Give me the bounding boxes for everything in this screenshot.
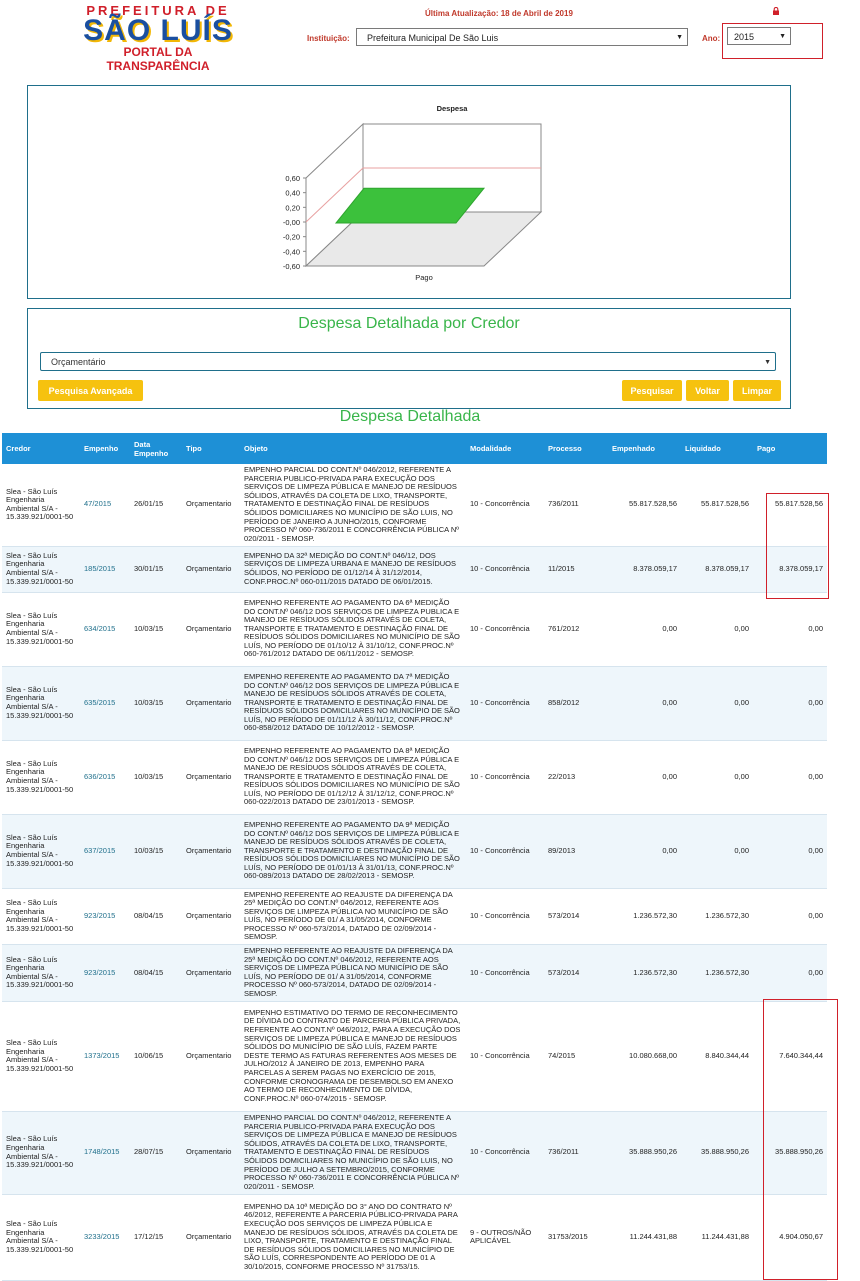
objeto-cell: EMPENHO ESTIMATIVO DO TERMO DE RECONHECIMENTO DE DÍVIDA DO CONTRATO DE PARCERIA PÚBLICA PRIVADA, REFERENTE AO CONT.Nº 046/2012, PARA A EXECUÇÃO DOS SERVIÇOS DE LIMPEZA PÚBLICA E MANEJO DE RESÍDUOS SÓLIDOS DO MUNICÍPIO DE SÃO LUÍS, FAZEM PARTE DESTE TERMO AS FATURAS REFERENTES AOS MESES DE JULHO/2012 À JANEIRO DE 2013, EMPENHO PARA PARCELAS A SEREM PAGAS NO EXERCÍCIO DE 2015, CONFORME CRONOGRAMA DE DESEMBOLSO EM ANEXO AO TERMO DE RECONHECIMENTO DE DÍVIDA, CONF.PROC.Nº 060-074/2015 - SEMOSP. [240, 1001, 466, 1111]
chevron-down-icon: ▼ [764, 359, 771, 366]
empenhado-cell: 8.378.059,17 [608, 546, 681, 592]
instituicao-label: Instituição: [307, 34, 350, 43]
col-header-objeto[interactable]: Objeto [240, 433, 466, 464]
pago-cell: 55.817.528,56 [753, 464, 827, 546]
credor-cell: Slea - São Luís Engenharia Ambiental S/A - 15.339.921/0001-50 [2, 546, 80, 592]
table-row [2, 888, 827, 945]
table-row [2, 464, 827, 546]
empenho-link[interactable]: 635/2015 [80, 666, 130, 740]
liquidado-cell: 55.817.528,56 [681, 464, 753, 546]
credor-cell: Slea - São Luís Engenharia Ambiental S/A - 15.339.921/0001-50 [2, 740, 80, 814]
pago-cell: 0,00 [753, 666, 827, 740]
table-row [2, 1194, 827, 1280]
chevron-down-icon: ▼ [779, 33, 786, 40]
objeto-cell: EMPENHO REFERENTE AO PAGAMENTO DA 9ª MEDIÇÃO DO CONT.Nº 046/12 DOS SERVIÇOS DE LIMPEZA PÚBLICA E MANEJO DE RESÍDUOS SÓLIDOS ATRAVÉS DE COLETA, TRANSPORTE E TRATAMENTO E DESTINAÇÃO FINAL DE RESÍDUOS SÓLIDOS DOMICILIARES NO MUNICÍPIO DE SÃO LUÍS, NO PERÍODO DE 01/01/13 À 31/01/13, CONF.PROC.Nº 060-089/2013 DATADO DE 28/02/2013 - SEMOSP. [240, 814, 466, 888]
col-header-credor[interactable]: Credor [2, 433, 80, 464]
data-cell: 30/01/15 [130, 546, 182, 592]
empenhado-cell: 35.888.950,26 [608, 1111, 681, 1194]
credor-cell: Slea - São Luís Engenharia Ambiental S/A - 15.339.921/0001-50 [2, 1111, 80, 1194]
modalidade-cell: 10 - Concorrência [466, 1111, 544, 1194]
credor-cell: Slea - São Luís Engenharia Ambiental S/A - 15.339.921/0001-50 [2, 888, 80, 945]
tipo-cell: Orçamentario [182, 1111, 240, 1194]
despesa-table [2, 433, 827, 1281]
y-tick-label: -0,20 [282, 232, 300, 242]
tipo-despesa-select[interactable] [40, 352, 776, 371]
y-tick-label: -0,60 [282, 262, 300, 271]
data-cell: 10/03/15 [130, 814, 182, 888]
tipo-cell: Orçamentario [182, 945, 240, 1002]
empenho-link[interactable]: 923/2015 [80, 888, 130, 945]
pago-cell: 0,00 [753, 814, 827, 888]
empenho-link[interactable]: 634/2015 [80, 592, 130, 666]
processo-cell: 573/2014 [544, 945, 608, 1002]
liquidado-cell: 0,00 [681, 740, 753, 814]
data-cell: 08/04/15 [130, 945, 182, 1002]
chart-panel [27, 85, 791, 299]
data-cell: 17/12/15 [130, 1194, 182, 1280]
filter-panel [27, 308, 791, 409]
credor-cell: Slea - São Luís Engenharia Ambiental S/A - 15.339.921/0001-50 [2, 464, 80, 546]
credor-cell: Slea - São Luís Engenharia Ambiental S/A - 15.339.921/0001-50 [2, 1001, 80, 1111]
data-cell: 26/01/15 [130, 464, 182, 546]
processo-cell: 736/2011 [544, 1111, 608, 1194]
back-button[interactable]: Voltar [686, 380, 729, 401]
tipo-cell: Orçamentario [182, 546, 240, 592]
processo-cell: 736/2011 [544, 464, 608, 546]
modalidade-cell: 10 - Concorrência [466, 1001, 544, 1111]
empenhado-cell: 0,00 [608, 740, 681, 814]
data-cell: 28/07/15 [130, 1111, 182, 1194]
table-row [2, 814, 827, 888]
tipo-cell: Orçamentario [182, 666, 240, 740]
objeto-cell: EMPENHO DA 32ª MEDIÇÃO DO CONT.Nº 046/12, DOS SERVIÇOS DE LIMPEZA URBANA E MANEJO DE RESÍDUOS SÓLIDOS, NO PERÍODO DE 01/12/14 À 31/12/2014, CONF.PROC.Nº 060-011/2015 DATADO DE 06/01/2015. [240, 546, 466, 592]
instituicao-value: Prefeitura Municipal De São Luis [367, 33, 499, 43]
modalidade-cell: 10 - Concorrência [466, 666, 544, 740]
pago-cell: 0,00 [753, 592, 827, 666]
empenho-link[interactable]: 636/2015 [80, 740, 130, 814]
liquidado-cell: 1.236.572,30 [681, 945, 753, 1002]
processo-cell: 89/2013 [544, 814, 608, 888]
pago-cell: 8.378.059,17 [753, 546, 827, 592]
table-row [2, 1111, 827, 1194]
modalidade-cell: 9 - OUTROS/NÃO APLICÁVEL [466, 1194, 544, 1280]
modalidade-cell: 10 - Concorrência [466, 592, 544, 666]
y-tick-label: 0,60 [285, 174, 300, 183]
liquidado-cell: 8.378.059,17 [681, 546, 753, 592]
empenho-link[interactable]: 1373/2015 [80, 1001, 130, 1111]
processo-cell: 31753/2015 [544, 1194, 608, 1280]
empenhado-cell: 1.236.572,30 [608, 888, 681, 945]
modalidade-cell: 10 - Concorrência [466, 464, 544, 546]
pago-cell: 0,00 [753, 740, 827, 814]
empenhado-cell: 0,00 [608, 814, 681, 888]
modalidade-cell: 10 - Concorrência [466, 814, 544, 888]
processo-cell: 761/2012 [544, 592, 608, 666]
col-header-empenhado[interactable]: Empenhado [608, 433, 681, 464]
tipo-despesa-value: Orçamentário [51, 357, 106, 367]
table-row [2, 945, 827, 1002]
empenho-link[interactable]: 3233/2015 [80, 1194, 130, 1280]
liquidado-cell: 8.840.344,44 [681, 1001, 753, 1111]
data-cell: 08/04/15 [130, 888, 182, 945]
tipo-cell: Orçamentario [182, 888, 240, 945]
data-cell: 10/06/15 [130, 1001, 182, 1111]
empenho-link[interactable]: 637/2015 [80, 814, 130, 888]
y-tick-label: -0,00 [282, 218, 300, 227]
processo-cell: 573/2014 [544, 888, 608, 945]
col-header-processo[interactable]: Processo [544, 433, 608, 464]
y-tick-label: 0,20 [285, 203, 300, 213]
instituicao-select[interactable] [356, 28, 688, 46]
clear-button[interactable]: Limpar [733, 380, 781, 401]
table-row [2, 1001, 827, 1111]
objeto-cell: EMPENHO REFERENTE AO PAGAMENTO DA 8ª MEDIÇÃO DO CONT.Nº 046/12 DOS SERVIÇOS DE LIMPEZA PÚBLICA E MANEJO DE RESÍDUOS SÓLIDOS ATRAVÉS DE COLETA, TRANSPORTE E TRATAMENTO E DESTINAÇÃO FINAL DE RESÍDUOS SÓLIDOS DOMICILIARES NO MUNICÍPIO DE SÃO LUÍS, NO PERÍODO DE 01/12/12 À 31/12/12, CONF.PROC.Nº 060-022/2013 DATADO DE 23/01/2013 - SEMOSP. [240, 740, 466, 814]
credor-cell: Slea - São Luís Engenharia Ambiental S/A - 15.339.921/0001-50 [2, 592, 80, 666]
empenho-link[interactable]: 1748/2015 [80, 1111, 130, 1194]
pago-cell: 0,00 [753, 888, 827, 945]
modalidade-cell: 10 - Concorrência [466, 945, 544, 1002]
portal-logo[interactable] [78, 3, 238, 73]
credor-cell: Slea - São Luís Engenharia Ambiental S/A - 15.339.921/0001-50 [2, 814, 80, 888]
logo-line-2: SÃO LUÍS [83, 14, 233, 47]
data-cell: 10/03/15 [130, 740, 182, 814]
tipo-cell: Orçamentario [182, 1001, 240, 1111]
table-title: Despesa Detalhada [339, 408, 481, 425]
objeto-cell: EMPENHO REFERENTE AO REAJUSTE DA DIFERENÇA DA 25ª MEDIÇÃO DO CONT.Nº 046/2012, REFERENTE AOS SERVIÇOS DE LIMPEZA PÚBLICA NO MUNICÍPIO DE SÃO LUÍS, NO PERÍODO DE 01/ A 31/05/2014, CONFORME PROCESSO Nº 060-573/2014, DATADO DE 02/09/2014 - SEMOSP. [240, 945, 466, 1002]
highlight-box-pago-1 [766, 493, 829, 599]
logo-line-1: PREFEITURA DE [86, 3, 230, 18]
ano-value: 2015 [734, 32, 755, 42]
pago-cell: 4.904.050,67 [753, 1194, 827, 1280]
modalidade-cell: 10 - Concorrência [466, 888, 544, 945]
objeto-cell: EMPENHO REFERENTE AO PAGAMENTO DA 7ª MEDIÇÃO DO CONT.Nº 046/12 DOS SERVIÇOS DE LIMPEZA PÚBLICA E MANEJO DE RESÍDUOS SÓLIDOS ATRAVÉS DE COLETA, TRANSPORTE E TRATAMENTO E DESTINAÇÃO FINAL DE RESÍDUOS SÓLIDOS DOMICILIARES NO MUNICÍPIO DE SÃO LUÍS, NO PERÍODO DE 01/11/12 À 30/11/12, CONF.PROC.Nº 060-858/2012 DATADO DE 10/12/2012 - SEMOSP. [240, 666, 466, 740]
logo-line-3: PORTAL DA TRANSPARÊNCIA [106, 45, 210, 73]
table-row [2, 740, 827, 814]
credor-cell: Slea - São Luís Engenharia Ambiental S/A - 15.339.921/0001-50 [2, 1194, 80, 1280]
data-cell: 10/03/15 [130, 666, 182, 740]
objeto-cell: EMPENHO PARCIAL DO CONT.Nº 046/2012, REFERENTE A PARCERIA PUBLICO-PRIVADA PARA EXECUÇÃO DOS SERVIÇOS DE LIMPEZA PÚBLICA E MANEJO DE RESÍDUOS SÓLIDOS, ATRAVÉS DA COLETA DE LIXO, TRANSPORTE, TRATAMENTO E DESTINAÇÃO FINAL DE RESÍDUOS SÓLIDOS DOMICILIARES NO MUNICÍPIO DE SÃO LUIS, NO PERÍODO DE JULHO A SETEMBRO/2015, CONFORME PROCESSO Nº 060-736/2011 E CONCORRÊNCIA PÚBLICA Nº 020/2011 - SEMOSP. [240, 1111, 466, 1194]
despesa-chart [28, 86, 790, 298]
liquidado-cell: 1.236.572,30 [681, 888, 753, 945]
empenho-link[interactable]: 185/2015 [80, 546, 130, 592]
objeto-cell: EMPENHO DA 10ª MEDIÇÃO DO 3° ANO DO CONTRATO Nº 46/2012, REFERENTE A PARCERIA PÚBLICO-PRIVADA PARA EXECUÇÃO DOS SERVIÇOS DE LIMPEZA PÚBLICA E MANEJO DE RESÍDUOS SÓLIDOS, ATRAVÉS DA COLETA DE LIXO, TRANSPORTE, TRATAMENTO E DESTINAÇÃO FINAL DE RESÍDUOS SÓLIDOS DOMICILIARES NO MUNICÍPIO DE SÃO LUÍS, CORRESPONDENTE AO PERÍODO DE 01 A 30/10/2015, CONFORME PROCESSO Nº 31753/15. [240, 1194, 466, 1280]
modalidade-cell: 10 - Concorrência [466, 546, 544, 592]
processo-cell: 11/2015 [544, 546, 608, 592]
col-header-liquidado[interactable]: Liquidado [681, 433, 753, 464]
pago-cell: 0,00 [753, 945, 827, 1002]
objeto-cell: EMPENHO PARCIAL DO CONT.Nº 046/2012, REFERENTE A PARCERIA PUBLICO-PRIVADA PARA EXECUÇÃO DOS SERVIÇOS DE LIMPEZA PÚBLICA E MANEJO DE RESÍDUOS SÓLIDOS, ATRAVÉS DA COLETA DE LIXO, TRANSPORTE, TRATAMENTO E DESTINAÇÃO FINAL DE RESÍDUOS SÓLIDOS DOMICILIARES NO MUNICÍPIO DE SÃO LUIS, NO PERÍODO DE JANEIRO A JUNHO/2015, CONFORME PROCESSO Nº 060-736/2011 E CONCORRÊNCIA PÚBLICA Nº 020/2011 - SEMOSP. [240, 464, 466, 546]
table-header-row [2, 433, 827, 464]
credor-cell: Slea - São Luís Engenharia Ambiental S/A - 15.339.921/0001-50 [2, 945, 80, 1002]
last-update-text: Última Atualização: 18 de Abril de 2019 [425, 9, 573, 18]
empenho-link[interactable]: 47/2015 [80, 464, 130, 546]
search-button[interactable]: Pesquisar [622, 380, 682, 401]
liquidado-cell: 11.244.431,88 [681, 1194, 753, 1280]
ano-label: Ano: [702, 34, 721, 43]
empenhado-cell: 0,00 [608, 666, 681, 740]
tipo-cell: Orçamentario [182, 740, 240, 814]
empenhado-cell: 11.244.431,88 [608, 1194, 681, 1280]
data-cell: 10/03/15 [130, 592, 182, 666]
credor-cell: Slea - São Luís Engenharia Ambiental S/A - 15.339.921/0001-50 [2, 666, 80, 740]
y-tick-label: -0,40 [282, 247, 300, 257]
col-header-data[interactable]: Data Empenho [130, 433, 182, 464]
empenho-link[interactable]: 923/2015 [80, 945, 130, 1002]
empenhado-cell: 55.817.528,56 [608, 464, 681, 546]
filter-title: Despesa Detalhada por Credor [298, 315, 520, 332]
chart-title: Despesa [436, 104, 468, 113]
liquidado-cell: 0,00 [681, 666, 753, 740]
highlight-box-pago-2 [763, 999, 838, 1280]
col-header-pago[interactable]: Pago [753, 433, 827, 464]
empenhado-cell: 10.080.668,00 [608, 1001, 681, 1111]
liquidado-cell: 0,00 [681, 814, 753, 888]
ano-select[interactable] [727, 27, 791, 45]
table-row [2, 546, 827, 592]
tipo-cell: Orçamentario [182, 464, 240, 546]
liquidado-cell: 0,00 [681, 592, 753, 666]
col-header-tipo[interactable]: Tipo [182, 433, 240, 464]
empenhado-cell: 1.236.572,30 [608, 945, 681, 1002]
processo-cell: 74/2015 [544, 1001, 608, 1111]
processo-cell: 858/2012 [544, 666, 608, 740]
objeto-cell: EMPENHO REFERENTE AO PAGAMENTO DA 6ª MEDIÇÃO DO CONT.Nº 046/12 DOS SERVIÇOS DE LIMPEZA PUBLICA E MANEJO DE RESÍDUOS SÓLIDOS ATRAVÉS DE COLETA, TRANSPORTE E TRATAMENTO E DESTINAÇÃO FINAL DE RESÍDUOS SÓLIDOS DOMICILIARES NO MUNICÍPIO DE SÃO LUÍS, NO PERÍODO DE 01/10/12 À 31/10/12, CONF.PROC.Nº 060-761/2012 DATADO DE 06/11/2012 - SEMOSP. [240, 592, 466, 666]
modalidade-cell: 10 - Concorrência [466, 740, 544, 814]
lock-icon[interactable] [772, 7, 780, 15]
processo-cell: 22/2013 [544, 740, 608, 814]
tipo-cell: Orçamentario [182, 1194, 240, 1280]
advanced-search-button[interactable]: Pesquisa Avançada [38, 380, 143, 401]
empenhado-cell: 0,00 [608, 592, 681, 666]
tipo-cell: Orçamentario [182, 814, 240, 888]
y-tick-label: 0,40 [285, 188, 300, 198]
tipo-cell: Orçamentario [182, 592, 240, 666]
chevron-down-icon: ▼ [676, 34, 683, 41]
col-header-empenho[interactable]: Empenho [80, 433, 130, 464]
col-header-modalidade[interactable]: Modalidade [466, 433, 544, 464]
x-category-label: Pago [415, 273, 433, 282]
objeto-cell: EMPENHO REFERENTE AO REAJUSTE DA DIFERENÇA DA 25ª MEDIÇÃO DO CONT.Nº 046/2012, REFERENTE AOS SERVIÇOS DE LIMPEZA PÚBLICA NO MUNICÍPIO DE SÃO LUÍS, NO PERÍODO DE 01/ A 31/05/2014, CONFORME PROCESSO Nº 060-573/2014, DATADO DE 02/09/2014 - SEMOSP. [240, 888, 466, 945]
pago-cell: 7.640.344,44 [753, 1001, 827, 1111]
pago-cell: 35.888.950,26 [753, 1111, 827, 1194]
table-row [2, 666, 827, 740]
liquidado-cell: 35.888.950,26 [681, 1111, 753, 1194]
table-row [2, 592, 827, 666]
